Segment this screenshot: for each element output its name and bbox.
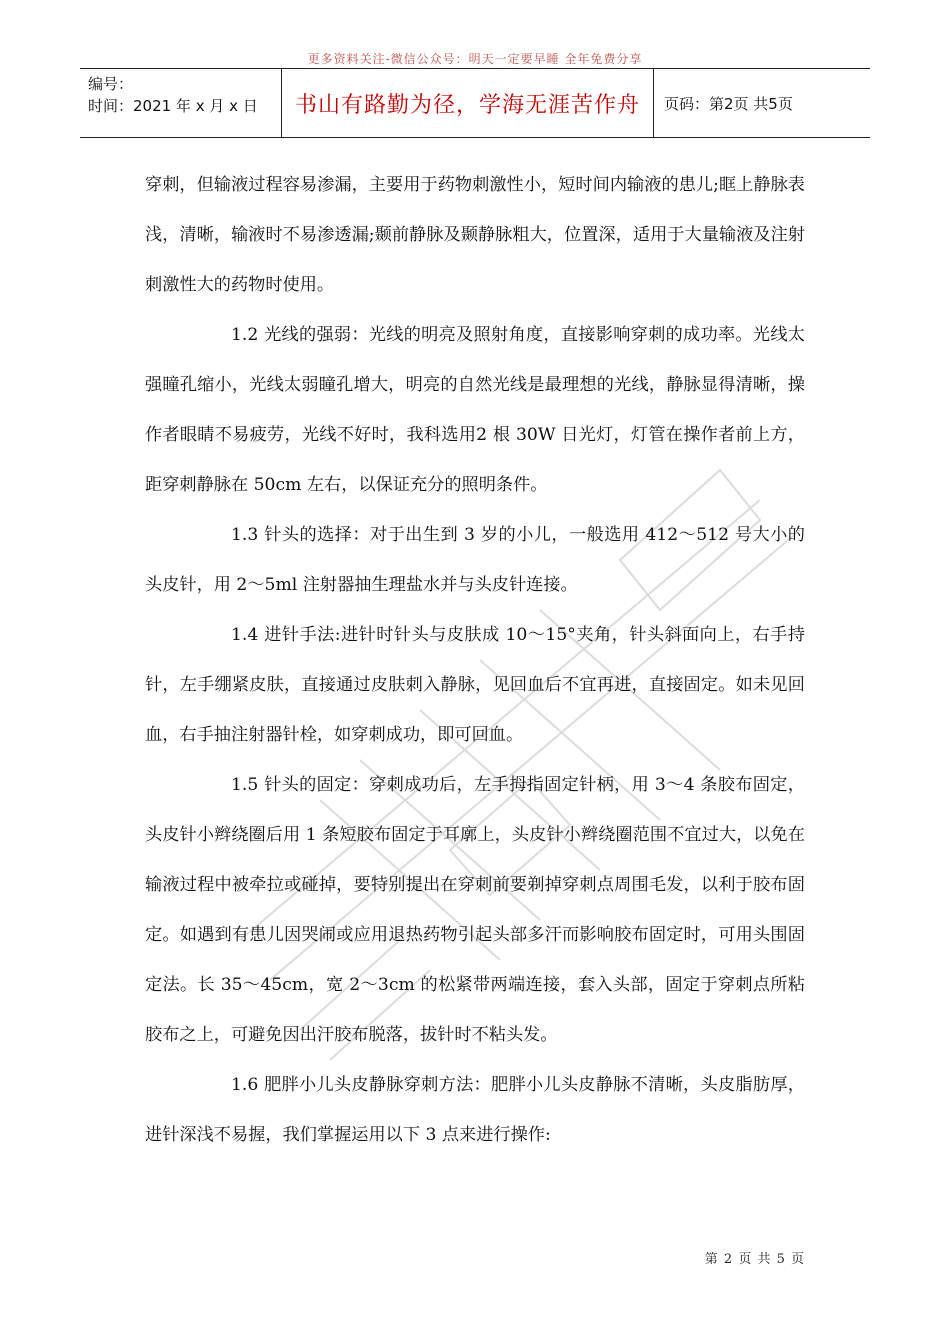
page-footer: 第 2 页 共 5 页 xyxy=(704,1252,805,1267)
page-label: 页码：第2页 共5页 xyxy=(664,94,793,113)
number-label: 编号： xyxy=(88,75,134,93)
paragraph-light-intensity: 1.2 光线的强弱：光线的明亮及照射角度，直接影响穿刺的成功率。光线太强瞳孔缩小，光线太弱瞳孔增大，明亮的自然光线是最理想的光线，静脉显得清晰，操作者眼睛不易疲劳，光线不好时，我科选用2 根 30W 日光灯，灯管在操作者前上方，距穿刺静脉在 50cm 左右，以保证充分的照明条件。 xyxy=(145,325,805,495)
paragraph-continuation: 穿刺，但输液过程容易渗漏，主要用于药物刺激性小，短时间内输液的患儿;眶上静脉表浅，清晰，输液时不易渗透漏;颞前静脉及颞静脉粗大，位置深，适用于大量输液及注射刺激性大的药物时使用。 xyxy=(145,175,805,295)
document-body xyxy=(145,160,805,1160)
motto-cell xyxy=(282,69,654,137)
top-promo-note: 更多资料关注-微信公众号：明天一定要早睡 全年免费分享 xyxy=(307,52,643,66)
document-header xyxy=(80,68,870,138)
paragraph-obese-child-method: 1.6 肥胖小儿头皮静脉穿刺方法：肥胖小儿头皮静脉不清晰，头皮脂肪厚，进针深浅不易握，我们掌握运用以下 3 点来进行操作: xyxy=(145,1075,805,1145)
date-label: 时间：2021 年 x 月 x 日 xyxy=(88,97,258,115)
paragraph-needle-selection: 1.3 针头的选择：对于出生到 3 岁的小儿，一般选用 412～512 号大小的头皮针，用 2～5ml 注射器抽生理盐水并与头皮针连接。 xyxy=(145,525,805,595)
header-meta-cell xyxy=(80,69,282,137)
paragraph-needle-fixation: 1.5 针头的固定：穿刺成功后，左手拇指固定针柄，用 3～4 条胶布固定，头皮针小辫绕圈后用 1 条短胶布固定于耳廓上，头皮针小辫绕圈范围不宜过大，以免在输液过程中被牵拉或碰掉，要特别提出在穿刺前要剃掉穿刺点周围毛发，以利于胶布固定。如遇到有患儿因哭闹或应用退热药物引起头部多汗而影响胶布固定时，可用头围固定法。长 35～45cm，宽 2～3cm 的松紧带两端连接，套入头部，固定于穿刺点所粘胶布之上，可避免因出汗胶布脱落，拔针时不粘头发。 xyxy=(145,775,805,1045)
paragraph-insertion-technique: 1.4 进针手法:进针时针头与皮肤成 10～15°夹角，针头斜面向上，右手持针，左手绷紧皮肤，直接通过皮肤刺入静脉，见回血后不宜再进，直接固定。如未见回血，右手抽注射器针栓，如穿刺成功，即可回血。 xyxy=(145,625,805,745)
motto-text: 书山有路勤为径，学海无涯苦作舟 xyxy=(294,92,640,118)
page-number-cell xyxy=(654,69,870,137)
